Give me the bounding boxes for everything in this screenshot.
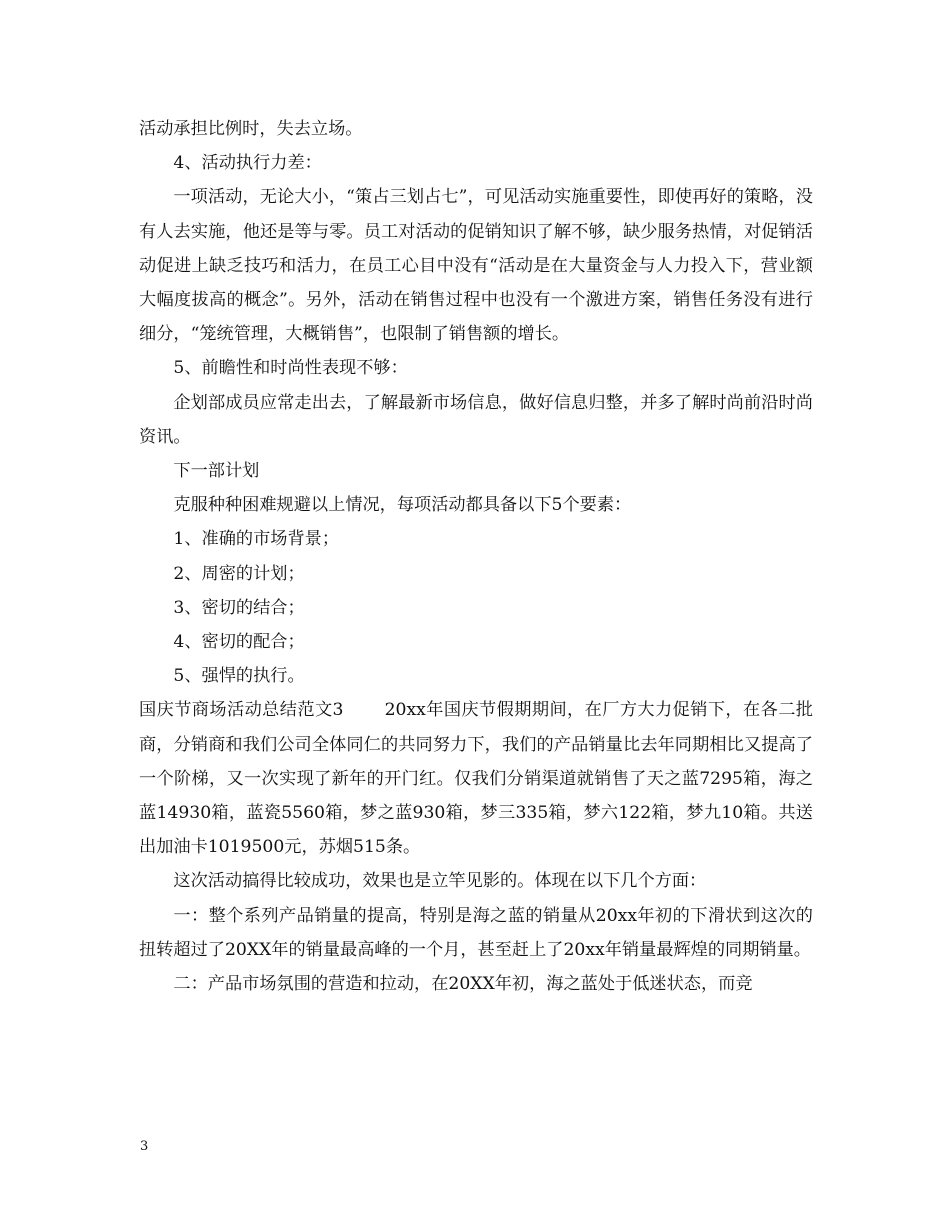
paragraph-4: 5、前瞻性和时尚性表现不够： (173, 358, 408, 379)
paragraph-15: 一：整个系列产品销量的提高，特别是海之蓝的销量从20xx年初的下滑状到这次的扭转超过了20XX年的销量最高峰的一个月，甚至赶上了20xx年销量最辉煌的同期销量。 (139, 905, 813, 960)
paragraph-13: 国庆节商场活动总结范文3 20xx年国庆节假期期间，在厂方大力促销下，在各二批商，分销商和我们公司全体同仁的共同努力下，我们的产品销量比去年同期相比又提高了一个阶梯，又一次实现了新年的开门红。仅我们分销渠道就销售了天之蓝7295箱，海之蓝14930箱，蓝瓷5560箱，梦之蓝930箱，梦三335箱，梦六122箱，梦九10箱。共送出加油卡1019500元，苏烟515条。 (139, 700, 813, 858)
document-body (139, 112, 813, 1001)
paragraph-6: 下一部计划 (173, 461, 260, 482)
paragraph-10: 3、密切的结合； (173, 597, 305, 618)
paragraph-2: 4、活动执行力差： (173, 153, 322, 174)
paragraph-9: 2、周密的计划； (173, 563, 305, 584)
paragraph-16: 二：产品市场氛围的营造和拉动，在20XX年初，海之蓝处于低迷状态，而竞 (173, 974, 753, 995)
paragraph-11: 4、密切的配合； (173, 632, 305, 653)
paragraph-3: 一项活动，无论大小，“策占三划占七”，可见活动实施重要性，即使再好的策略，没有人去实施，他还是等与零。员工对活动的促销知识了解不够，缺少服务热情，对促销活动促进上缺乏技巧和活力，在员工心目中没有“活动是在大量资金与人力投入下，营业额大幅度拔高的概念”。另外，活动在销售过程中也没有一个激进方案，销售任务没有进行细分，“笼统管理，大概销售”，也限制了销售额的增长。 (139, 187, 813, 345)
paragraph-12: 5、强悍的执行。 (173, 666, 305, 687)
paragraph-8: 1、准确的市场背景； (173, 529, 340, 550)
paragraph-14: 这次活动搞得比较成功，效果也是立竿见影的。体现在以下几个方面： (173, 871, 707, 892)
page-number: 3 (140, 1139, 149, 1154)
paragraph-7: 克服种种困难规避以上情况，每项活动都具备以下5个要素： (173, 495, 632, 516)
paragraph-1: 活动承担比例时，失去立场。 (139, 119, 363, 139)
paragraph-5: 企划部成员应常走出去，了解最新市场信息，做好信息归整，并多了解时尚前沿时尚资讯。 (139, 392, 813, 447)
